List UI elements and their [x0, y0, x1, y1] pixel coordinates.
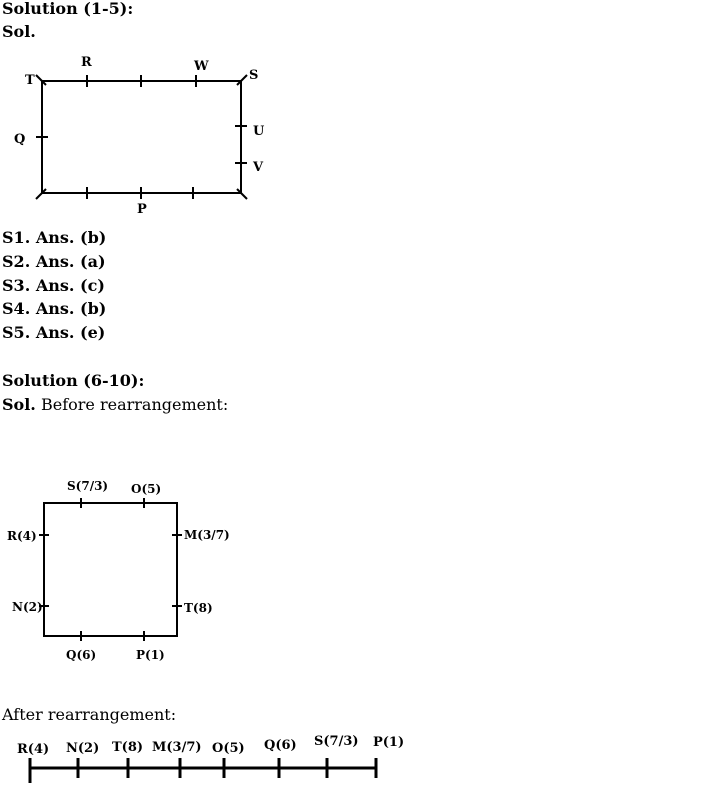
answer-s4: S4. Ans. (b) [2, 299, 107, 318]
label-T: T [25, 73, 35, 88]
after-line-shape [30, 758, 376, 783]
before-label-right-top: M(3/7) [184, 528, 230, 542]
after-label-3: T(8) [112, 740, 144, 755]
before-rearrangement-text: Before rearrangement: [35, 395, 229, 414]
before-label-top-left: S(7/3) [67, 479, 109, 493]
before-label-bottom-left: Q(6) [66, 648, 97, 662]
label-R: R [81, 55, 92, 70]
square-shape [39, 498, 182, 641]
label-U: U [253, 124, 265, 139]
sol-label-1: Sol. [2, 22, 36, 41]
after-label-8: P(1) [373, 735, 405, 750]
before-label-left-bottom: N(2) [12, 600, 43, 614]
label-W: W [194, 59, 209, 74]
before-label-left-top: R(4) [7, 529, 37, 543]
label-Q: Q [14, 132, 26, 147]
label-S: S [249, 68, 259, 83]
answer-s3: S3. Ans. (c) [2, 276, 105, 295]
solution-6-10-heading: Solution (6-10): [2, 371, 145, 390]
answer-s5: S5. Ans. (e) [2, 323, 106, 342]
answer-s1: S1. Ans. (b) [2, 228, 107, 247]
rectangle-shape [36, 75, 247, 199]
before-label-top-right: O(5) [131, 482, 162, 496]
solution-1-5-heading: Solution (1-5): [2, 0, 134, 18]
sol-before-line [2, 395, 228, 415]
before-label-bottom-right: P(1) [136, 648, 165, 662]
after-label-7: S(7/3) [314, 734, 359, 749]
sol-label-2: Sol. [2, 395, 36, 414]
after-label-6: Q(6) [264, 738, 297, 753]
label-P: P [137, 202, 147, 217]
after-label-1: R(4) [17, 742, 50, 757]
after-rearrangement-text: After rearrangement: [2, 705, 177, 724]
label-V: V [253, 160, 264, 175]
answer-s2: S2. Ans. (a) [2, 252, 106, 271]
after-label-5: O(5) [212, 741, 245, 756]
before-label-right-bottom: T(8) [184, 601, 213, 615]
after-label-2: N(2) [66, 741, 100, 756]
after-label-4: M(3/7) [152, 740, 202, 755]
